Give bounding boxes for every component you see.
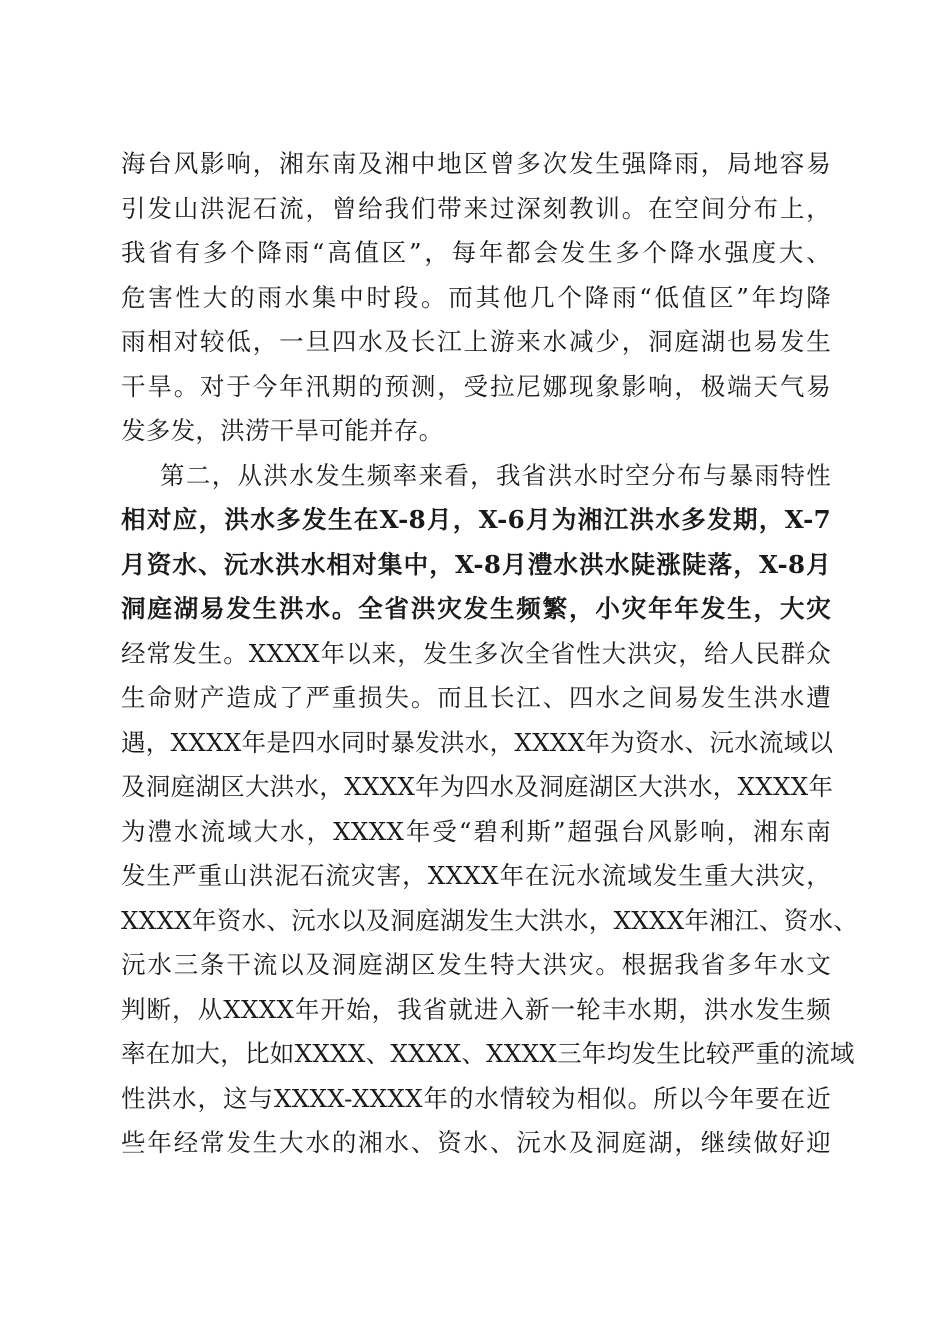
text-line-15: 及洞庭湖区大洪水，XXXX年为四水及洞庭湖区大洪水，XXXX年: [121, 772, 834, 801]
text-line-13: 生命财产造成了严重损失。而且长江、四水之间易发生洪水遭: [121, 683, 831, 712]
text-line-6: 干旱。对于今年汛期的预测，受拉尼娜现象影响，极端天气易: [121, 372, 831, 401]
text-line-12: 经常发生。XXXX年以来，发生多次全省性大洪灾，给人民群众: [121, 639, 831, 668]
text-line-10: 月资水、沅水洪水相对集中，X-8月澧水洪水陡涨陡落，X-8月: [121, 550, 831, 579]
paragraph-2-first-line: 第二，从洪水发生频率来看，我省洪水时空分布与暴雨特性: [160, 461, 831, 490]
text-line-2: 引发山洪泥石流，曾给我们带来过深刻教训。在空间分布上，: [121, 194, 831, 223]
text-line-22: 性洪水，这与XXXX-XXXX年的水情较为相似。所以今年要在近: [121, 1084, 831, 1113]
text-line-5: 雨相对较低，一旦四水及长江上游来水减少，洞庭湖也易发生: [121, 327, 831, 356]
text-line-17: 发生严重山洪泥石流灾害，XXXX年在沅水流域发生重大洪灾，: [121, 861, 831, 890]
text-line-20: 判断，从XXXX年开始，我省就进入新一轮丰水期，洪水发生频: [121, 995, 831, 1024]
text-line-23: 些年经常发生大水的湘水、资水、沅水及洞庭湖，继续做好迎: [121, 1128, 831, 1157]
text-line-4: 危害性大的雨水集中时段。而其他几个降雨“低值区”年均降: [121, 283, 831, 312]
text-line-3: 我省有多个降雨“高值区”，每年都会发生多个降水强度大、: [121, 238, 831, 267]
text-line-7: 发多发，洪涝干旱可能并存。: [121, 416, 444, 445]
text-line-11: 洞庭湖易发生洪水。全省洪灾发生频繁，小灾年年发生，大灾: [121, 594, 831, 623]
text-line-18: XXXX年资水、沅水以及洞庭湖发生大洪水，XXXX年湘江、资水、: [121, 906, 859, 935]
text-line-14: 遇，XXXX年是四水同时暴发洪水，XXXX年为资水、沅水流域以: [121, 728, 834, 757]
text-line-9: 相对应，洪水多发生在X-8月，X-6月为湘江洪水多发期，X-7: [121, 505, 831, 534]
text-line-21: 率在加大，比如XXXX、XXXX、XXXX三年均发生比较严重的流域: [121, 1039, 855, 1068]
text-line-1: 海台风影响，湘东南及湘中地区曾多次发生强降雨，局地容易: [121, 149, 831, 178]
text-line-16: 为澧水流域大水，XXXX年受“碧利斯”超强台风影响，湘东南: [121, 817, 831, 846]
text-line-19: 沅水三条干流以及洞庭湖区发生特大洪灾。根据我省多年水文: [121, 950, 831, 979]
